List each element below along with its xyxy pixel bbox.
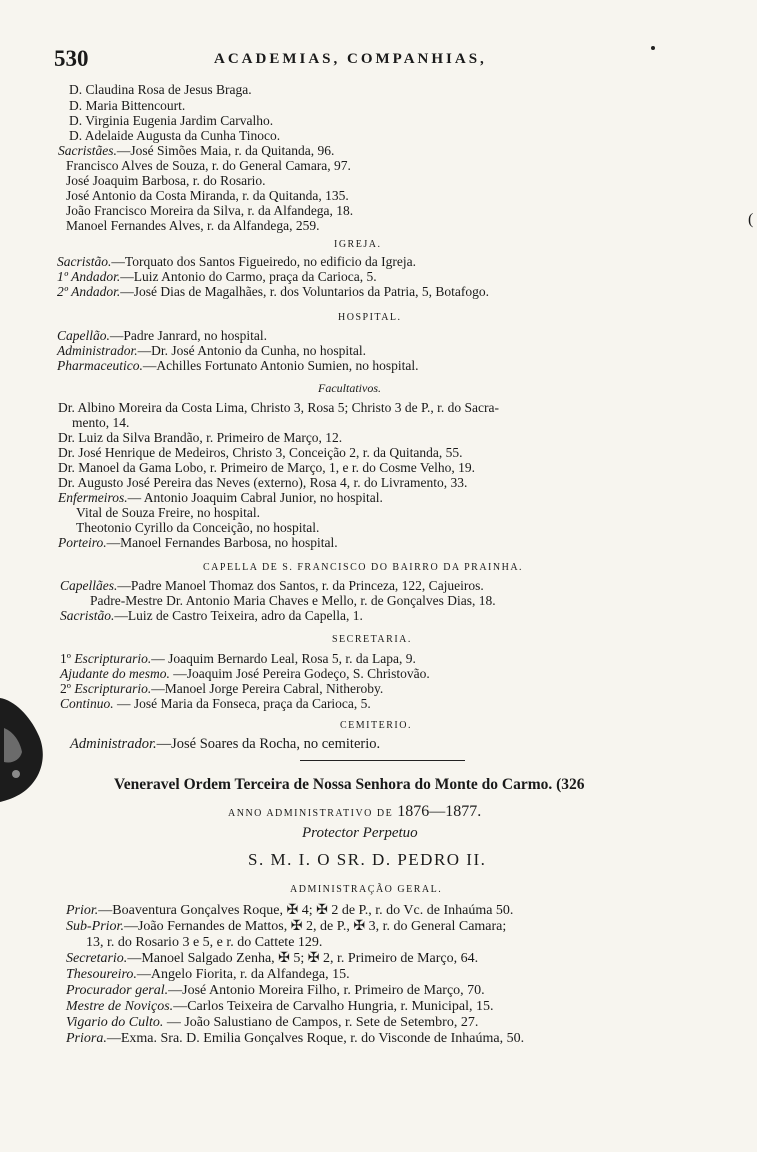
role-line: Sacristão.—Luiz de Castro Teixeira, adro da Capella, 1. bbox=[60, 608, 363, 623]
role-line: Procurador geral.—José Antonio Moreira Filho, r. Primeiro de Março, 70. bbox=[66, 983, 485, 998]
role-line: Sub-Prior.—João Fernandes de Mattos, ✠ 2, de P., ✠ 3, r. do General Camara; bbox=[66, 919, 507, 934]
section-heading: ADMINISTRAÇÃO GERAL. bbox=[290, 884, 443, 895]
role-line: Capellães.—Padre Manoel Thomaz dos Santos, r. da Princeza, 122, Cajueiros. bbox=[60, 578, 484, 593]
role-line: Thesoureiro.—Angelo Fiorita, r. da Alfandega, 15. bbox=[66, 967, 350, 982]
text-line: Padre-Mestre Dr. Antonio Maria Chaves e Mello, r. de Gonçalves Dias, 18. bbox=[90, 593, 496, 608]
role-line: Priora.—Exma. Sra. D. Emilia Gonçalves Roque, r. do Visconde de Inhaúma, 50. bbox=[66, 1031, 525, 1046]
text-line: Vital de Souza Freire, no hospital. bbox=[76, 505, 261, 520]
role-line: Sacristão.—Torquato dos Santos Figueiredo, no edificio da Igreja. bbox=[57, 254, 417, 269]
text-line: Francisco Alves de Souza, r. do General Camara, 97. bbox=[66, 158, 351, 173]
role-label: Sacristães. bbox=[58, 143, 117, 158]
section-heading: Facultativos. bbox=[318, 381, 381, 395]
role-line: 2º Escripturario.—Manoel Jorge Pereira Cabral, Nitheroby. bbox=[60, 681, 384, 696]
running-head: ACADEMIAS, COMPANHIAS, bbox=[214, 51, 487, 67]
text-line: D. Adelaide Augusta da Cunha Tinoco. bbox=[69, 128, 281, 143]
role-line: Prior.—Boaventura Gonçalves Roque, ✠ 4; ✠ 2 de P., r. do Vc. de Inhaúma 50. bbox=[66, 903, 514, 918]
annual-term: ANNO ADMINISTRATIVO DE 1876—1877. bbox=[228, 803, 482, 820]
text-line: D. Maria Bittencourt. bbox=[69, 98, 186, 113]
protector-name: S. M. I. O SR. D. PEDRO II. bbox=[248, 850, 487, 869]
role-line: Porteiro.—Manoel Fernandes Barbosa, no hospital. bbox=[58, 535, 338, 550]
role-line: 1º Andador.—Luiz Antonio do Carmo, praça da Carioca, 5. bbox=[57, 269, 377, 284]
text-line: D. Claudina Rosa de Jesus Braga. bbox=[69, 82, 252, 97]
order-title: Veneravel Ordem Terceira de Nossa Senhora do Monte do Carmo. (326 bbox=[114, 776, 585, 793]
text-line: Dr. Augusto José Pereira das Neves (externo), Rosa 4, r. do Livramento, 33. bbox=[58, 475, 468, 490]
text-line: José Antonio da Costa Miranda, r. da Quitanda, 135. bbox=[66, 188, 349, 203]
role-line: Secretario.—Manoel Salgado Zenha, ✠ 5; ✠ 2, r. Primeiro de Março, 64. bbox=[66, 951, 479, 966]
text-line: Dr. Manoel da Gama Lobo, r. Primeiro de Março, 1, e r. do Cosme Velho, 19. bbox=[58, 460, 476, 475]
margin-mark-top bbox=[651, 46, 655, 50]
section-heading: CEMITERIO. bbox=[340, 720, 412, 731]
role-line: 2º Andador.—José Dias de Magalhães, r. dos Voluntarios da Patria, 5, Botafogo. bbox=[57, 284, 490, 299]
protector-label: Protector Perpetuo bbox=[302, 825, 418, 841]
margin-mark-right: ( bbox=[748, 211, 754, 228]
role-line: Capellão.—Padre Janrard, no hospital. bbox=[57, 328, 267, 343]
text-line: Dr. Albino Moreira da Costa Lima, Christo 3, Rosa 5; Christo 3 de P., r. do Sacra- bbox=[58, 400, 499, 415]
text-line: D. Virginia Eugenia Jardim Carvalho. bbox=[69, 113, 274, 128]
role-line: Enfermeiros.— Antonio Joaquim Cabral Junior, no hospital. bbox=[58, 490, 383, 505]
separator-rule bbox=[300, 760, 465, 761]
role-text: —José Simões Maia, r. da Quitanda, 96. bbox=[116, 143, 335, 158]
section-heading: HOSPITAL. bbox=[338, 312, 402, 323]
role-line: Vigario do Culto. — João Salustiano de Campos, r. Sete de Setembro, 27. bbox=[66, 1015, 479, 1030]
role-line: Pharmaceutico.—Achilles Fortunato Antonio Sumien, no hospital. bbox=[57, 358, 419, 373]
page-number: 530 bbox=[54, 46, 89, 71]
role-line: Administrador.—José Soares da Rocha, no cemiterio. bbox=[70, 736, 381, 752]
role-line: Administrador.—Dr. José Antonio da Cunha, no hospital. bbox=[57, 343, 367, 358]
text-line: mento, 14. bbox=[72, 415, 130, 430]
text-line: Dr. Luiz da Silva Brandão, r. Primeiro de Março, 12. bbox=[58, 430, 343, 445]
section-heading: IGREJA. bbox=[334, 239, 382, 250]
role-line: Ajudante do mesmo. —Joaquim José Pereira Godeço, S. Christovão. bbox=[60, 666, 430, 681]
ink-blot bbox=[0, 688, 48, 803]
text-line: José Joaquim Barbosa, r. do Rosario. bbox=[66, 173, 266, 188]
role-line: 1º Escripturario.— Joaquim Bernardo Leal, Rosa 5, r. da Lapa, 9. bbox=[60, 651, 416, 666]
text-line: Manoel Fernandes Alves, r. da Alfandega, 259. bbox=[66, 218, 320, 233]
role-line: Mestre de Noviços.—Carlos Teixeira de Carvalho Hungria, r. Municipal, 15. bbox=[66, 999, 494, 1014]
text-line: Theotonio Cyrillo da Conceição, no hospital. bbox=[76, 520, 320, 535]
text-line: João Francisco Moreira da Silva, r. da Alfandega, 18. bbox=[66, 203, 354, 218]
section-heading: SECRETARIA. bbox=[332, 634, 412, 645]
section-heading: CAPELLA DE S. FRANCISCO DO BAIRRO DA PRAINHA. bbox=[203, 562, 524, 573]
role-line: Continuo. — José Maria da Fonseca, praça da Carioca, 5. bbox=[60, 696, 371, 711]
role-line bbox=[58, 143, 334, 158]
text-line: Dr. José Henrique de Medeiros, Christo 3, Conceição 2, r. da Quitanda, 55. bbox=[58, 445, 463, 460]
text-line: 13, r. do Rosario 3 e 5, e r. do Cattete 129. bbox=[86, 935, 323, 950]
